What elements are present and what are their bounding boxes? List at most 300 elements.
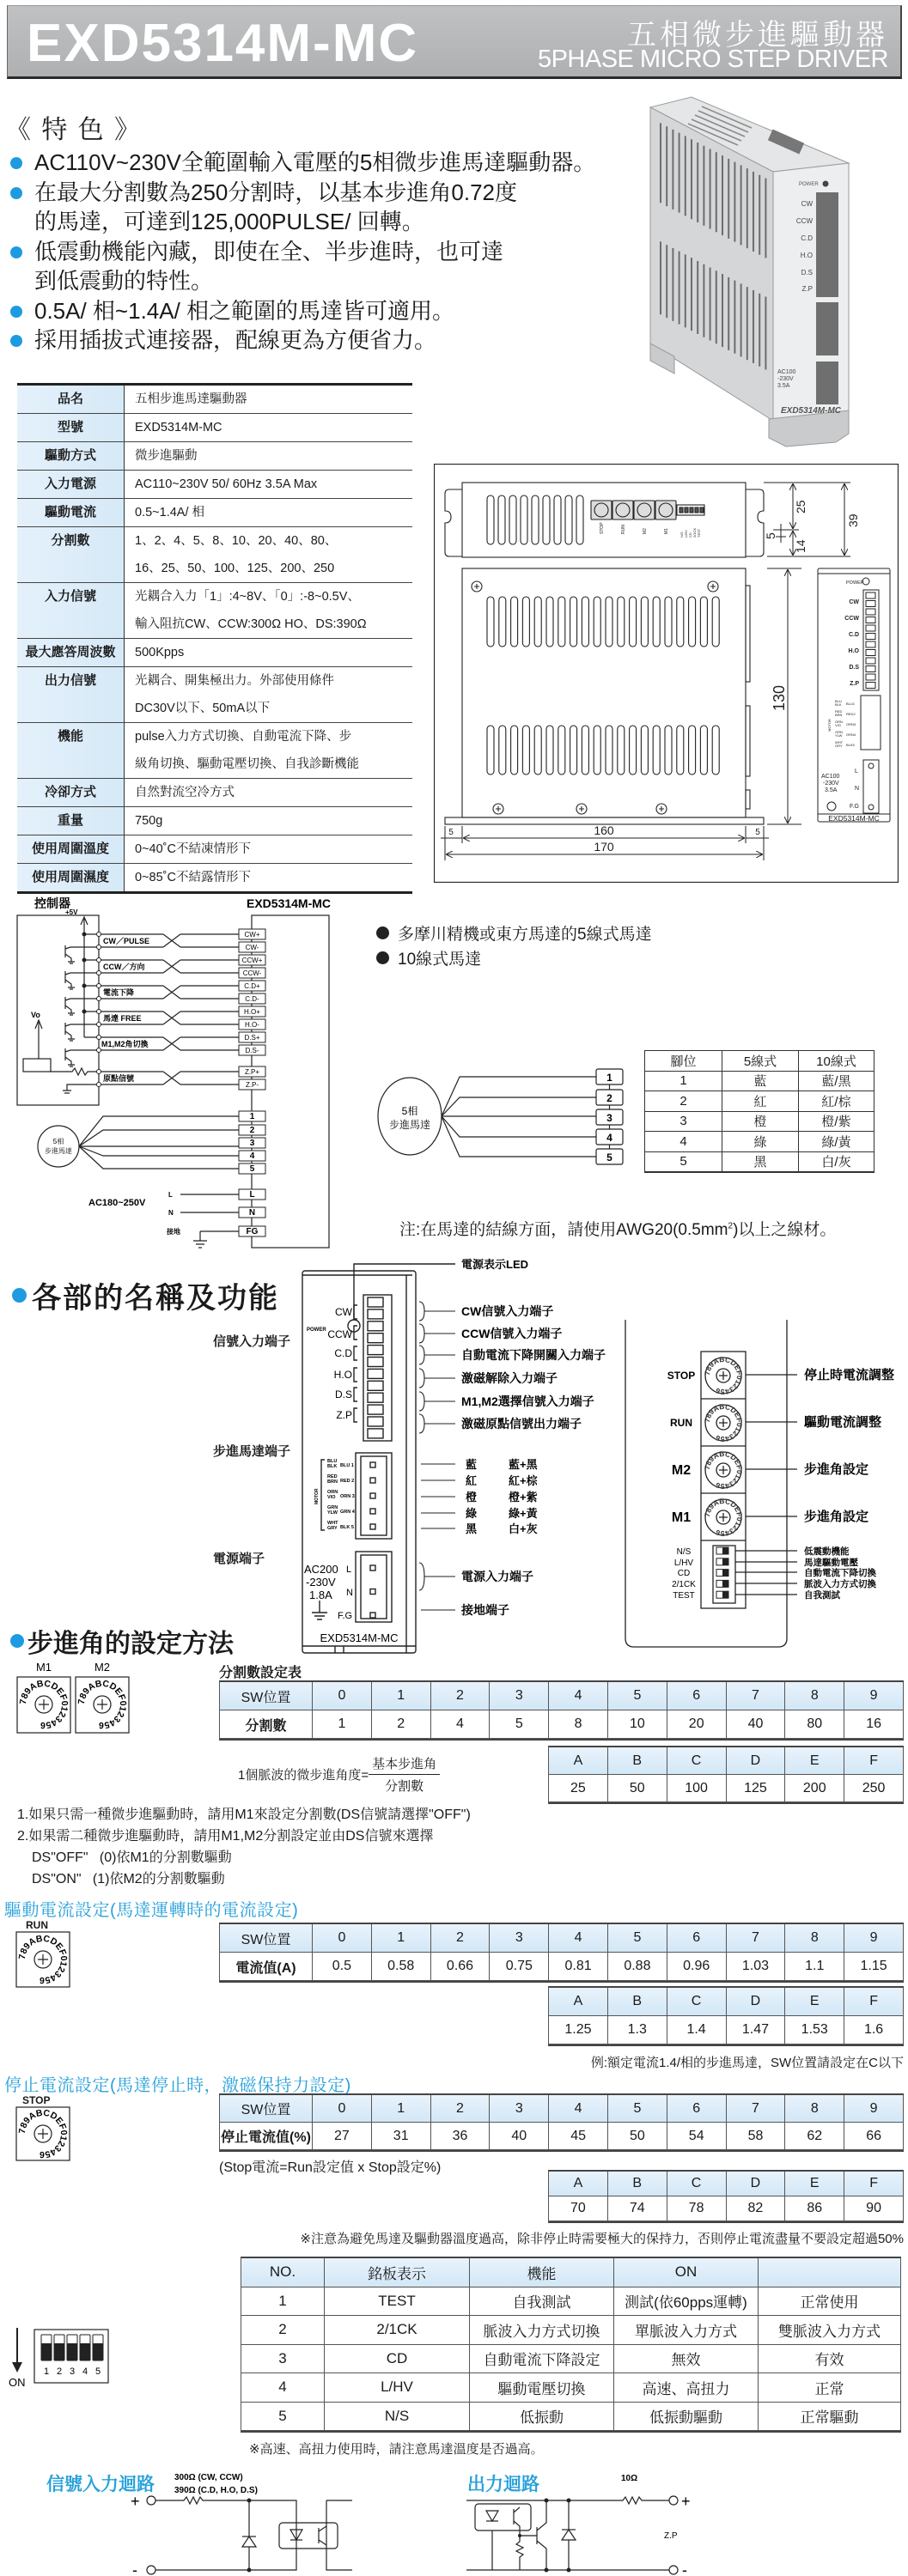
slot-shape — [722, 1580, 728, 1587]
formula-lhs: 1個脈波的微步進角度= — [238, 1768, 369, 1783]
panel-terminal-label: H.O — [333, 1369, 352, 1381]
spec-row — [17, 779, 412, 807]
run-current-cell-header: 4 — [549, 1924, 608, 1953]
feature-item — [10, 237, 595, 296]
spec-value-line: 0~85˚C不結露情形下 — [135, 871, 251, 884]
motor-wire-callout: 白+灰 — [509, 1522, 538, 1535]
step-note: 2.如果需二種微步進驅動時，請用M1,M2分割設定並由DS信號來選擇 — [17, 1829, 434, 1844]
motor-wire-callout: 橙+紫 — [509, 1491, 538, 1504]
division-table-title: 分割數設定表 — [219, 1666, 302, 1680]
slot-shape — [370, 1613, 375, 1618]
slot-shape — [522, 726, 529, 775]
stop-dial-label: STOP — [22, 2094, 51, 2106]
run-dial-label: RUN — [26, 1919, 48, 1931]
pin-table-cell: 綠 — [722, 1132, 799, 1152]
dip-table-cell: 無效 — [614, 2345, 759, 2374]
spec-value — [125, 667, 412, 722]
panel-motor-wire: BLK 5 — [340, 1525, 354, 1530]
dip-table-cell: CD — [325, 2345, 470, 2374]
stop-current-cell-header: 1 — [372, 2095, 431, 2123]
spec-value-line: AC110~230V 50/ 60Hz 3.5A Max — [135, 477, 318, 491]
slot-shape — [700, 507, 704, 513]
terminal-label: C.D+ — [244, 982, 260, 990]
dip-table-cell-header — [759, 2258, 901, 2287]
dial-face-text: 789ABCDEF0123456 — [702, 1354, 745, 1397]
motor-terminal: 4 — [606, 1132, 612, 1144]
on-arrow-icon — [12, 2362, 22, 2372]
dial-description: 步進角設定 — [804, 1510, 869, 1524]
slot-shape — [722, 1591, 728, 1598]
plus5v-label: +5V — [65, 908, 78, 916]
spec-value-line: 0.5~1.4A/ 相 — [135, 506, 205, 519]
slot-shape — [534, 597, 541, 647]
terminal-label: C.D- — [245, 995, 259, 1003]
photo-power-spec: -230V — [777, 376, 794, 382]
slot-shape — [866, 641, 875, 647]
run-current-cell-header: 5 — [608, 1924, 667, 1953]
step-heading — [10, 1622, 234, 1660]
dip-table-cell: 低振動 — [470, 2403, 614, 2432]
slot-shape — [866, 617, 875, 623]
panel-motor-wire: BLU 1 — [340, 1463, 354, 1468]
bullet-icon — [10, 1634, 24, 1648]
wire-note — [399, 1217, 836, 1240]
front-view — [445, 568, 764, 824]
photo-terminal-label: D.S — [801, 269, 813, 276]
slot-shape — [370, 1493, 375, 1498]
motor-wire-callout: 藍 — [466, 1458, 478, 1471]
formula-fraction — [369, 1754, 440, 1795]
dip-table-cell: 低振動驅動 — [614, 2403, 759, 2432]
dip-label: L/HV — [673, 1558, 694, 1568]
motor-connector — [816, 302, 838, 355]
motor-terminal: 3 — [606, 1112, 612, 1124]
spec-value — [125, 639, 412, 666]
run-current-cell-header: C — [667, 1988, 727, 2016]
stop-current-cell: 74 — [608, 2196, 667, 2221]
slot-shape — [866, 650, 875, 656]
slot-shape — [722, 1547, 728, 1554]
led-callout: 電源表示LED — [461, 1258, 529, 1271]
power-led-icon — [823, 181, 829, 187]
spec-label: 入力電源 — [17, 471, 125, 498]
stop-current-heading: 停止電流設定(馬達停止時，激磁保持力設定) — [4, 2076, 351, 2095]
power-connector — [816, 361, 838, 404]
slot-shape — [606, 597, 612, 647]
signal-callout: 激磁原點信號出力端子 — [461, 1417, 582, 1431]
dial-label: M2 — [671, 1463, 692, 1478]
spec-row — [17, 499, 412, 527]
panel-power-term: L — [346, 1564, 352, 1575]
formula-denominator: 分割數 — [385, 1779, 424, 1794]
stop-current-cell: 82 — [727, 2196, 786, 2221]
slot-shape — [368, 1381, 383, 1390]
side-motor-wire: WHT — [835, 740, 844, 744]
division-cell-header: E — [785, 1747, 844, 1775]
division-cell: 200 — [785, 1775, 844, 1802]
run-current-cell-header: D — [727, 1988, 786, 2016]
spec-value — [125, 386, 412, 413]
motor-type-item — [376, 920, 652, 945]
division-cell-header: D — [727, 1747, 786, 1775]
stop-current-cell: 86 — [785, 2196, 844, 2221]
division-cell-header: B — [608, 1747, 667, 1775]
motor-wire-callout: 綠+黃 — [509, 1507, 538, 1520]
spec-value-line: 500Kpps — [135, 646, 185, 659]
signal-callout: M1,M2選擇信號入力端子 — [461, 1394, 594, 1408]
power-terminal: L — [249, 1190, 255, 1200]
stop-current-cell-header: 0 — [313, 2095, 372, 2123]
terminal-label: D.S+ — [244, 1034, 260, 1042]
panel-motor-wire: BLU — [327, 1459, 338, 1464]
side-power-term: N — [855, 786, 860, 792]
side-power-spec: -230V — [823, 781, 839, 787]
panel-power-spec: 1.8A — [309, 1589, 332, 1601]
panel-motor-wire: BLK — [327, 1464, 338, 1469]
stop-current-cell-header: B — [608, 2172, 667, 2196]
run-current-cell: 1.03 — [727, 1953, 786, 1981]
dial-label-m1: M1 — [35, 1661, 52, 1674]
spec-value — [125, 414, 412, 441]
top-dial-label: M1 — [664, 528, 669, 534]
division-cell: 1 — [313, 1710, 372, 1739]
stop-current-cell-header: 4 — [549, 2095, 608, 2123]
stop-current-cell-header: 7 — [727, 2095, 786, 2123]
stop-current-cell-header: A — [549, 2172, 608, 2196]
panel-motor-wire: ORN — [327, 1490, 338, 1495]
stop-current-cell: 40 — [490, 2123, 549, 2150]
spec-row — [17, 807, 412, 835]
controller-label: 控制器 — [34, 896, 70, 910]
slot-shape — [499, 597, 506, 647]
slot-shape — [368, 1417, 383, 1426]
signal-label: 電流下降 — [103, 988, 135, 997]
slot-shape — [370, 1478, 375, 1483]
pin-table-cell: 紅/棕 — [799, 1091, 874, 1112]
repeated-shapes — [370, 1565, 375, 1618]
pin-table-cell: 白/灰 — [799, 1152, 874, 1173]
slot-shape — [689, 726, 696, 775]
repeated-shapes — [722, 1547, 728, 1598]
run-current-table-extended — [548, 1986, 904, 2046]
bullet-icon — [10, 306, 22, 318]
signal-callout: CCW信號入力端子 — [461, 1327, 563, 1340]
top-dip-label: CD — [688, 532, 692, 538]
panel-motor-wire: RED — [327, 1474, 338, 1479]
dim-130: 130 — [771, 684, 788, 711]
bullet-icon — [10, 335, 22, 347]
dip-table-cell: 2/1CK — [325, 2316, 470, 2345]
side-motor-label: MOTOR — [827, 719, 832, 732]
slot-shape — [370, 1589, 375, 1595]
signal-label: 馬達 FREE — [103, 1014, 142, 1023]
optocoupler-icon — [23, 1059, 51, 1072]
dip-number: 3 — [69, 2366, 76, 2377]
motor-wires — [79, 1116, 239, 1169]
slot-shape — [653, 726, 660, 775]
slot-shape — [695, 507, 698, 513]
division-cell: 25 — [549, 1775, 608, 1802]
dip-table-cell-header: 銘板表示 — [325, 2258, 470, 2287]
spec-row — [17, 471, 412, 499]
dial-label: M1 — [671, 1510, 692, 1525]
terminal-label: H.O- — [245, 1021, 259, 1029]
slot-shape — [700, 597, 707, 647]
slot-shape — [80, 2343, 90, 2360]
motor-label: 步進馬達 — [45, 1147, 72, 1155]
stop-current-cell: 31 — [372, 2123, 431, 2150]
run-current-cell: 0.5 — [313, 1953, 372, 1981]
slot-shape — [866, 683, 875, 689]
division-cell: 分割數 — [220, 1710, 313, 1739]
stop-current-table — [219, 2093, 904, 2152]
panel-terminal-label: CW — [335, 1306, 352, 1318]
product-photo — [640, 94, 855, 455]
slot-shape — [700, 726, 707, 775]
dip-description: 馬達驅動電壓 — [804, 1558, 858, 1568]
dial-label-m2: M2 — [94, 1661, 111, 1674]
pin-table-cell: 橙/紫 — [799, 1112, 874, 1133]
slot-shape — [370, 1509, 375, 1514]
top-dial-label: M2 — [643, 528, 648, 534]
panel-power-spec: -230V — [306, 1576, 336, 1589]
photo-model-label: EXD5314M-MC — [780, 406, 842, 416]
slot-shape — [630, 726, 637, 775]
motor-terminal: 1 — [606, 1072, 612, 1084]
wire-note-superscript: 2 — [728, 1221, 734, 1231]
input-minus-label: - — [132, 2561, 137, 2576]
spec-row — [17, 442, 412, 471]
dip-table-cell-header: 機能 — [470, 2258, 614, 2287]
slot-shape — [487, 726, 494, 775]
run-current-cell-header: 0 — [313, 1924, 372, 1953]
dip-table-cell: 單脈波入力方式 — [614, 2316, 759, 2345]
motor-wire-callout: 黑 — [466, 1522, 478, 1535]
stop-current-cell-header: 3 — [490, 2095, 549, 2123]
stop-current-warning: ※注意為避免馬達及驅動器溫度過高，除非停止時需要極大的保持力，否則停止電流盡量不要設定超過50% — [300, 2232, 904, 2246]
output-circuit-title: 出力迴路 — [467, 2475, 539, 2494]
spec-value-line: 16、25、50、100、125、200、250 — [135, 562, 335, 575]
feature-text: 到低震動的特性。 — [34, 268, 214, 294]
pin-table-cell: 10線式 — [799, 1051, 874, 1072]
spec-label: 型號 — [17, 414, 125, 441]
signal-label: CW／PULSE — [103, 937, 150, 945]
stop-current-cell-header: C — [667, 2172, 727, 2196]
dip-table-cell: 2 — [241, 2316, 325, 2345]
dim-5-left: 5 — [448, 828, 454, 837]
run-current-cell-header: 9 — [844, 1924, 904, 1953]
slot-shape — [368, 1321, 383, 1331]
side-motor-wire: BRN — [835, 713, 843, 717]
spec-row — [17, 723, 412, 779]
ground-icon — [63, 1084, 97, 1093]
dip-switch-table — [241, 2257, 901, 2433]
side-motor-wire: ORN3 — [846, 722, 856, 726]
feature-item — [10, 325, 595, 355]
slot-shape — [532, 495, 539, 544]
stop-current-cell: 58 — [727, 2123, 786, 2150]
side-terminal-label: CW — [849, 599, 859, 605]
dip-switch-note: ※高速、高扭力使用時，請注意馬達溫度是否過高。 — [249, 2442, 544, 2457]
panel-motor-wire: GRN — [327, 1505, 338, 1510]
resistor-icon — [50, 1068, 97, 1075]
spec-label: 驅動電流 — [17, 499, 125, 526]
panel-motor-wire: GRY — [327, 1526, 338, 1531]
slot-shape — [370, 1524, 375, 1529]
dip-table-cell: L/HV — [325, 2373, 470, 2403]
input-plus-label: + — [131, 2493, 140, 2510]
slot-shape — [618, 726, 625, 775]
top-dip-label: TEST — [697, 528, 701, 538]
spec-row — [17, 667, 412, 723]
feature-text: AC110V~230V全範圍輸入電壓的5相微步進馬達驅動器。 — [34, 149, 596, 175]
wire-note-text: 注:在馬達的結線方面，請使用AWG20(0.5mm — [399, 1221, 728, 1239]
spec-label: 出力信號 — [17, 667, 125, 722]
spec-value-line: EXD5314M-MC — [135, 421, 222, 434]
pin-table-cell: 4 — [645, 1132, 722, 1152]
dip-table-cell: 1 — [241, 2287, 325, 2317]
run-current-cell-header: 6 — [667, 1924, 727, 1953]
run-current-cell-header: 7 — [727, 1924, 786, 1953]
slot-shape — [54, 2343, 64, 2360]
side-terminal-label: C.D — [848, 632, 859, 638]
panel-model-label: EXD5314M-MC — [320, 1631, 399, 1644]
dial-face-text: 789ABCDEF0123456 — [16, 2107, 70, 2160]
dip-table-cell: 有效 — [759, 2345, 901, 2374]
motor-label: 步進馬達 — [388, 1119, 431, 1131]
stop-current-cell: 27 — [313, 2123, 372, 2150]
dial-face-text: 789ABCDEF0123456 — [702, 1496, 745, 1539]
features-heading: 《 特 色 》 — [5, 116, 143, 144]
slot-shape — [866, 592, 875, 598]
spec-value-line: 級角切換、驅動電壓切換、自我診斷機能 — [135, 757, 359, 771]
division-cell-header: 3 — [490, 1682, 549, 1710]
spec-label: 品名 — [17, 386, 125, 413]
slot-shape — [641, 597, 648, 647]
division-cell-header: 7 — [727, 1682, 786, 1710]
panel-terminal-label: Z.P — [336, 1409, 352, 1421]
pin-table-cell: 3 — [645, 1112, 722, 1133]
slot-shape — [487, 597, 494, 647]
slot-shape — [653, 597, 660, 647]
dial-description: 驅動電流調整 — [804, 1415, 882, 1430]
terminal-label: H.O+ — [244, 1008, 260, 1016]
panel-power-term: N — [346, 1588, 353, 1598]
dip-table-cell: 5 — [241, 2403, 325, 2432]
repeated-shapes — [487, 597, 719, 647]
dip-label: 2/1CK — [672, 1580, 696, 1589]
dip-table-cell: 高速、高扭力 — [614, 2373, 759, 2403]
slot-shape — [368, 1393, 383, 1402]
spec-value-line: 光耦合、開集極出力。外部使用條件 — [135, 674, 334, 688]
stop-current-cell: 62 — [785, 2123, 844, 2150]
dip-number: 5 — [94, 2366, 101, 2377]
feature-text: 低震動機能內藏，即使在全、半步進時，也可達 — [34, 238, 504, 264]
spec-label: 重量 — [17, 807, 125, 835]
dip-table-cell: 自我測試 — [470, 2287, 614, 2317]
pin-table-cell: 橙 — [722, 1112, 799, 1133]
pin-table-cell: 黑 — [722, 1152, 799, 1173]
side-terminal-label: CCW — [844, 616, 859, 622]
motor-terminal: 1 — [249, 1112, 255, 1121]
division-cell-header: C — [667, 1747, 727, 1775]
dial-face-text: 789ABCDEF0123456 — [702, 1449, 745, 1492]
panel-power-label: POWER — [307, 1327, 326, 1333]
terminal-label: Z.P- — [245, 1081, 259, 1089]
division-cell-header: 8 — [785, 1682, 844, 1710]
run-current-cell-header: 1 — [372, 1924, 431, 1953]
panel-motor-wire: RED 2 — [340, 1479, 355, 1484]
signal-callout: 激磁解除入力端子 — [461, 1371, 558, 1385]
slot-shape — [712, 726, 719, 775]
photo-power-label: POWER — [799, 182, 819, 187]
power-terminal: N — [248, 1208, 256, 1218]
run-current-cell: 0.88 — [608, 1953, 667, 1981]
signal-label: M1,M2角切換 — [101, 1040, 149, 1048]
dial-face-text: 789ABCDEF0123456 — [16, 1933, 70, 1986]
dip-label: CD — [677, 1569, 691, 1578]
motor-wire-callout: 綠 — [466, 1507, 478, 1520]
run-current-cell: 0.58 — [372, 1953, 431, 1981]
top-view — [445, 483, 764, 557]
division-cell: 50 — [608, 1775, 667, 1802]
repeated-shapes — [368, 1297, 383, 1438]
run-current-heading: 驅動電流設定(馬達運轉時的電流設定) — [4, 1901, 299, 1920]
parts-left-label: 步進馬達端子 — [213, 1444, 291, 1459]
slot-shape — [368, 1346, 383, 1355]
dial-face-text: 789ABCDEF0123456 — [76, 1678, 129, 1731]
slot-shape — [511, 726, 518, 775]
dip-table-cell-header: NO. — [241, 2258, 325, 2287]
panel-motor-wire: WHT — [327, 1521, 338, 1526]
motor-terminal: 4 — [249, 1151, 255, 1161]
vo-label: Vo — [31, 1011, 40, 1019]
run-current-cell-header: SW位置 — [220, 1924, 313, 1953]
side-terminal-label: Z.P — [850, 681, 859, 687]
title-chinese: 五相微步進驅動器 — [627, 19, 888, 52]
bullet-icon — [376, 927, 389, 939]
dial-label: RUN — [670, 1417, 692, 1429]
run-current-cell: 1.3 — [608, 2016, 667, 2044]
slot-shape — [67, 2343, 77, 2360]
slot-shape — [368, 1334, 383, 1343]
division-cell-header: 4 — [549, 1682, 608, 1710]
stop-current-cell: 停止電流值(%) — [220, 2123, 313, 2150]
pin-table-cell: 腳位 — [645, 1051, 722, 1072]
slot-shape — [554, 495, 561, 544]
motor-wire-callout: 紅 — [466, 1474, 478, 1487]
terminal-label: CCW+ — [241, 957, 263, 964]
spec-value — [125, 471, 412, 498]
photo-terminal-label: H.O — [800, 252, 813, 259]
run-current-cell-header: 8 — [785, 1924, 844, 1953]
dip-number: 4 — [82, 2366, 88, 2377]
power-terminal: FG — [246, 1227, 259, 1236]
slot-shape — [546, 726, 553, 775]
spec-value — [125, 864, 412, 891]
feature-text: 0.5A/ 相~1.4A/ 相之範圍的馬達皆可適用。 — [34, 297, 455, 324]
run-current-cell: 0.66 — [431, 1953, 491, 1981]
spec-label: 冷卻方式 — [17, 779, 125, 806]
top-dip-label: L/HV — [684, 530, 688, 538]
slot-shape — [487, 495, 494, 544]
step-note: 1.如果只需一種微步進驅動時，請用M1來設定分割數(DS信號請選擇"OFF") — [17, 1807, 471, 1822]
slot-shape — [509, 495, 516, 544]
pin-table-cell: 藍/黑 — [799, 1072, 874, 1092]
pin-table — [644, 1050, 874, 1173]
feature-text: 的馬達，可達到125,000PULSE/ 回轉。 — [34, 209, 424, 234]
stop-current-cell: 54 — [667, 2123, 727, 2150]
